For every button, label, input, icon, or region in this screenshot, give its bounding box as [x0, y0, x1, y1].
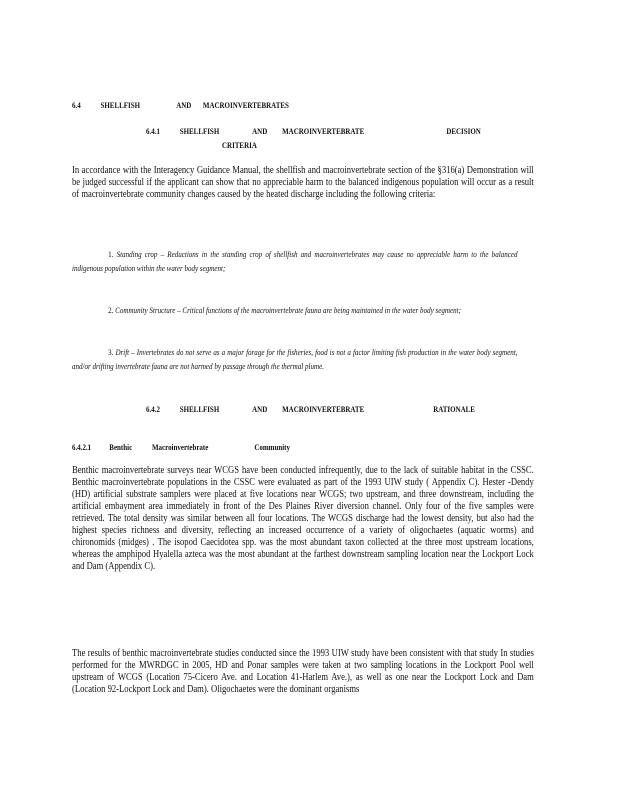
subsection-title-word: SHELLFISH [179, 404, 220, 414]
criterion-text: functions of the macroinvertebrate fauna are being maintained in the water body segment; [206, 306, 461, 315]
paragraph-text: Benthic macroinvertebrate surveys near WCGS have been conducted infrequently, due to the lack of suitable habitat in the CSSC. Benthic macroinvertebrate populations in the CSSC were evaluated as part of the 1993 UIW study ( Appendix C). Hester -Dendy (HD) artificial substrate samplers were placed at five locations near WCGS; two upstream, and three downstream, including the artificial embayment area immediately in front of the Des Plaines River diversion channel. Only four of the five samples were retrieved. The total density was similar between all four locations. The WCGS discharge had the lowest density, but also had the highest species richness and diversity, reflecting an increased occurrence of a variety of oligochaetes (aquatic worms) and chironomids (midges) . The isopod Caecidotea spp. was the most abundant taxon collected at the three most upstream locations, whereas the amphipod Hyalella azteca was the most abundant at the farthest downstream sampling location near the Lockport Lock and Dam (Appendix C). [72, 465, 534, 572]
subsection-heading-642 [146, 404, 475, 414]
subsection-heading-641 [146, 126, 481, 136]
criterion-text: in the standing crop of shellfish and macroinvertebrates may cause no appreciable harm to the balanced indigenous population within the water body segment; [72, 250, 518, 273]
criterion-text: do not serve as a major forage for the fisheries, food is not a factor limiting fish production in the water body segment, and/or drifting invertebrate fauna are not harmed by passage through the thermal plume. [72, 348, 518, 371]
subsection-title-word: RATIONALE [433, 404, 475, 414]
subsection-title-word: AND [252, 126, 268, 136]
benthic-paragraph-2 [72, 648, 534, 696]
section-heading [72, 100, 289, 110]
subsection-title-word: Benthic [109, 442, 133, 452]
criterion-2 [72, 304, 517, 318]
criterion-1 [72, 248, 517, 275]
intro-paragraph [72, 165, 534, 201]
subsection-title-word: CRITERIA [222, 140, 257, 150]
subsection-title-word: DECISION [446, 126, 481, 136]
subsection-number: 6.4.2.1 [72, 442, 92, 452]
paragraph-text: The results of benthic macroinvertebrate studies conducted since the 1993 UIW study have been consistent with that study In studies performed for the MWRDGC in 2005, HD and Ponar samples were taken at two sampling locations in the Lockport Pool well upstream of WCGS (Location 75-Cicero Ave. and Location 41-Harlem Ave.), as well as one near the Lockport Lock and Dam (Location 92-Lockport Lock and Dam). Oligochaetes were the dominant organisms [72, 648, 534, 695]
section-title-word: AND [176, 100, 192, 110]
criterion-number: 3. [108, 348, 114, 357]
section-number: 6.4 [72, 100, 81, 110]
subsection-title-word: SHELLFISH [179, 126, 220, 136]
subsection-number: 6.4.1 [146, 126, 160, 136]
section-title-word: MACROINVERTEBRATES [202, 100, 289, 110]
subsection-number: 6.4.2 [146, 404, 160, 414]
subsection-title-word: MACROINVERTEBRATE [282, 126, 365, 136]
intro-text: In accordance with the Interagency Guidance Manual, the shellfish and macroinvertebrate section of the §316(a) Demonstration will be judged successful if the applicant can show that no appreciable harm to the balanced indigenous population will occur as a result of macroinvertebrate community changes caused by the heated discharge including the following criteria: [72, 165, 534, 200]
criterion-label: Standing crop – Reductions [116, 250, 199, 259]
criterion-3 [72, 346, 517, 373]
subsection-title-word: AND [252, 404, 268, 414]
subsection-title-word: MACROINVERTEBRATE [282, 404, 365, 414]
criterion-number: 1. [108, 250, 114, 259]
benthic-paragraph-1 [72, 465, 534, 573]
criterion-label: Community Structure – Critical [115, 306, 205, 315]
criterion-number: 2. [108, 306, 114, 315]
subsection-heading-641-line2 [222, 140, 257, 150]
subsection-heading-6421 [72, 442, 290, 452]
section-title-word: SHELLFISH [100, 100, 141, 110]
subsection-title-word: Macroinvertebrate [151, 442, 209, 452]
criterion-label: Drift – Invertebrates [115, 348, 175, 357]
subsection-title-word: Community [254, 442, 290, 452]
